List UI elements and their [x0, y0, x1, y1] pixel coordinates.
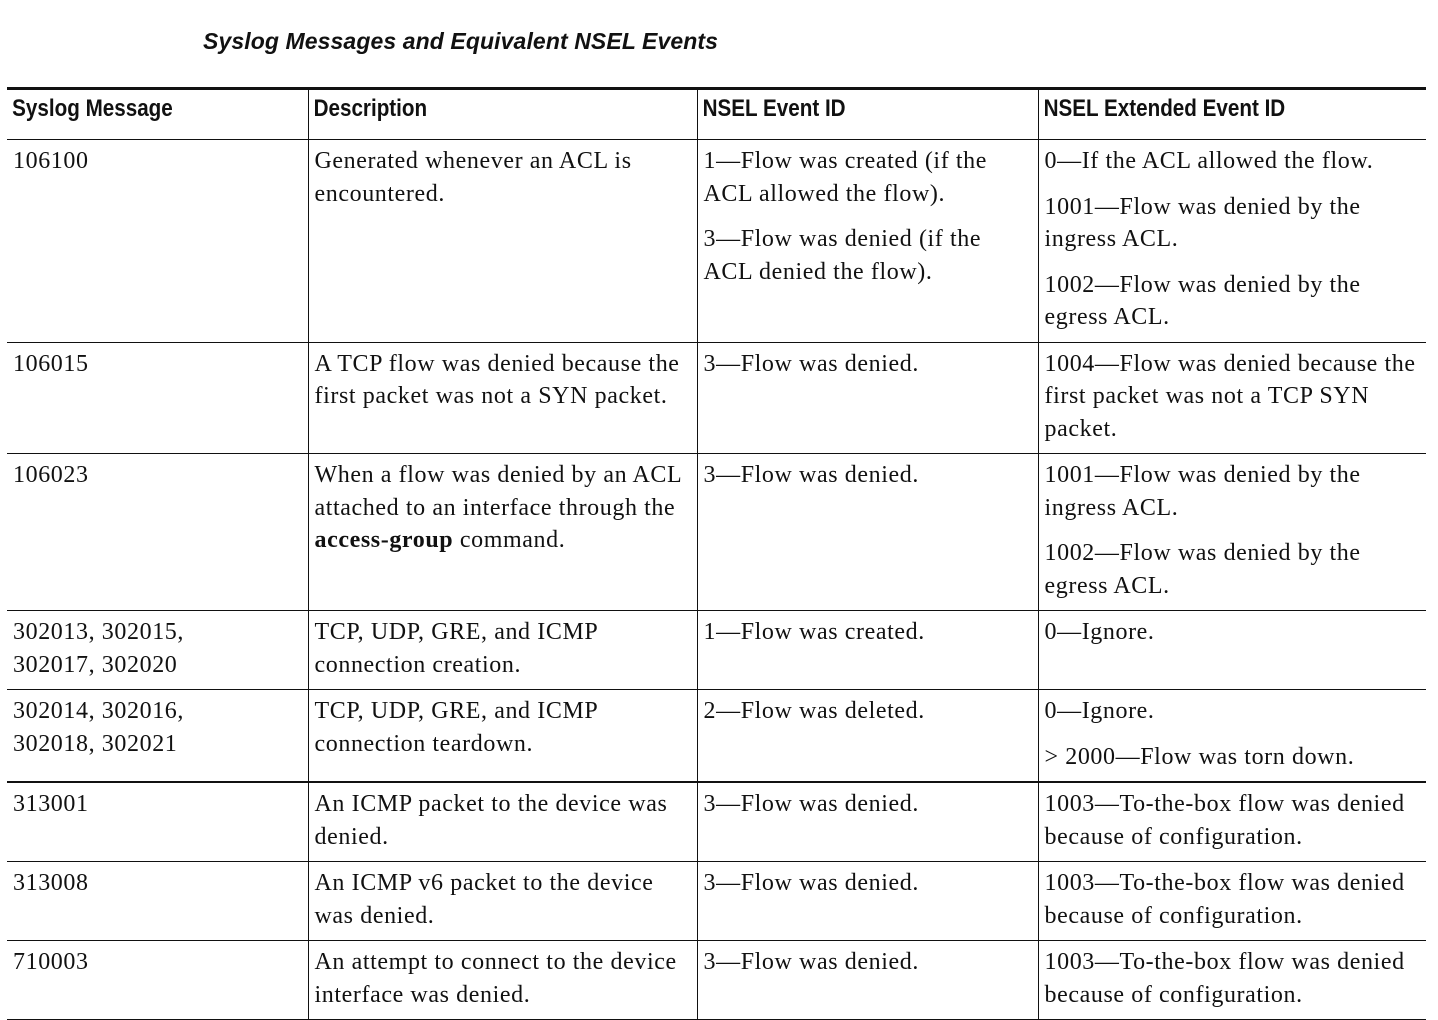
cell-nsel-event-id: [697, 862, 1038, 941]
extended-id-entry: 1003—To-the-box flow was denied because of configuration.: [1044, 870, 1405, 929]
cell-description: [308, 140, 697, 343]
syslog-line: 106015: [13, 350, 89, 377]
cell-nsel-event-id: [697, 342, 1038, 454]
event-id-entry: 3—Flow was denied.: [703, 949, 919, 975]
extended-id-entry: 1004—Flow was denied because the first packet was not a TCP SYN packet.: [1044, 350, 1416, 442]
syslog-line: 302014, 302016,: [13, 698, 184, 724]
table-row: [7, 611, 1426, 690]
description-text: A TCP flow was denied because the first packet was not a SYN packet.: [314, 350, 680, 409]
syslog-line: 106023: [13, 462, 89, 488]
cell-nsel-event-id: [697, 690, 1038, 783]
cell-nsel-event-id: [697, 140, 1038, 343]
cell-description: [308, 941, 697, 1020]
event-id-entry: 3—Flow was denied.: [703, 462, 919, 488]
description-text: An attempt to connect to the device interface was denied.: [314, 949, 677, 1008]
cell-description: [308, 862, 697, 941]
cell-nsel-extended-event-id: [1038, 611, 1426, 690]
header-syslog-message: Syslog Message: [7, 89, 266, 140]
table-row: [7, 941, 1426, 1020]
extended-id-entry: 0—Ignore.: [1044, 619, 1155, 645]
extended-id-entry: 1001—Flow was denied by the ingress ACL.: [1044, 462, 1361, 521]
extended-id-entry: > 2000—Flow was torn down.: [1044, 743, 1355, 770]
syslog-line: 106100: [13, 148, 89, 174]
extended-id-entry: 0—Ignore.: [1044, 698, 1155, 724]
cell-nsel-event-id: [697, 782, 1038, 862]
cell-syslog-message: [7, 862, 308, 941]
table-caption: Syslog Messages and Equivalent NSEL Events: [203, 28, 719, 54]
description-text: An ICMP v6 packet to the device was denied.: [314, 870, 654, 929]
description-text: An ICMP packet to the device was denied.: [314, 791, 668, 850]
table-row: [7, 454, 1426, 611]
syslog-line: 313001: [13, 791, 89, 817]
cell-nsel-extended-event-id: [1038, 941, 1426, 1020]
syslog-line: 710003: [13, 949, 89, 975]
syslog-line: 302017, 302020: [13, 651, 178, 678]
description-text: When a flow was denied by an ACL attached to an interface through the: [314, 462, 682, 521]
cell-syslog-message: [7, 690, 308, 783]
cell-syslog-message: [7, 140, 308, 343]
event-id-entry: 3—Flow was denied.: [703, 791, 919, 817]
extended-id-entry: 1002—Flow was denied by the egress ACL.: [1044, 271, 1361, 330]
event-id-entry: 3—Flow was denied.: [703, 350, 919, 377]
cell-nsel-extended-event-id: [1038, 454, 1426, 611]
cell-syslog-message: [7, 782, 308, 862]
cell-nsel-extended-event-id: [1038, 782, 1426, 862]
description-text: Generated whenever an ACL is encountered.: [314, 148, 632, 207]
syslog-line: 302018, 302021: [13, 730, 178, 757]
event-id-entry: 1—Flow was created (if the ACL allowed the flow).: [703, 148, 988, 207]
cell-syslog-message: [7, 941, 308, 1020]
table-row: [7, 690, 1426, 783]
table-row: [7, 342, 1426, 454]
cell-nsel-event-id: [697, 941, 1038, 1020]
table-header-row: [7, 89, 1426, 140]
description-text-tail: command.: [453, 527, 566, 553]
cell-nsel-event-id: [697, 454, 1038, 611]
cell-syslog-message: [7, 342, 308, 454]
table-row: [7, 782, 1426, 862]
command-keyword: access-group: [314, 527, 454, 553]
cell-syslog-message: [7, 611, 308, 690]
cell-nsel-extended-event-id: [1038, 140, 1426, 343]
header-nsel-extended-event-id: NSEL Extended Event ID: [1038, 89, 1372, 140]
cell-description: [308, 611, 697, 690]
table-row: [7, 140, 1426, 343]
cell-nsel-extended-event-id: [1038, 690, 1426, 783]
event-id-entry: 3—Flow was denied.: [703, 870, 919, 896]
cell-nsel-event-id: [697, 611, 1038, 690]
extended-id-entry: 1003—To-the-box flow was denied because of configuration.: [1044, 949, 1405, 1008]
cell-syslog-message: [7, 454, 308, 611]
event-id-entry: 2—Flow was deleted.: [703, 698, 925, 724]
table-row: [7, 862, 1426, 941]
header-nsel-event-id: NSEL Event ID: [697, 89, 990, 140]
syslog-line: 302013, 302015,: [13, 619, 184, 645]
cell-description: [308, 782, 697, 862]
extended-id-entry: 1002—Flow was denied by the egress ACL.: [1044, 540, 1361, 599]
cell-nsel-extended-event-id: [1038, 342, 1426, 454]
header-description: Description: [308, 89, 643, 140]
cell-nsel-extended-event-id: [1038, 862, 1426, 941]
extended-id-entry: 1003—To-the-box flow was denied because of configuration.: [1044, 791, 1405, 850]
cell-description: [308, 690, 697, 783]
extended-id-entry: 0—If the ACL allowed the flow.: [1044, 148, 1374, 174]
syslog-nsel-table: [7, 87, 1426, 1020]
description-text: TCP, UDP, GRE, and ICMP connection creation.: [314, 619, 598, 678]
syslog-line: 313008: [13, 870, 89, 896]
cell-description: [308, 454, 697, 611]
description-text: TCP, UDP, GRE, and ICMP connection teardown.: [314, 698, 598, 757]
extended-id-entry: 1001—Flow was denied by the ingress ACL.: [1044, 193, 1361, 252]
event-id-entry: 3—Flow was denied (if the ACL denied the flow).: [703, 226, 982, 285]
event-id-entry: 1—Flow was created.: [703, 619, 925, 645]
cell-description: [308, 342, 697, 454]
